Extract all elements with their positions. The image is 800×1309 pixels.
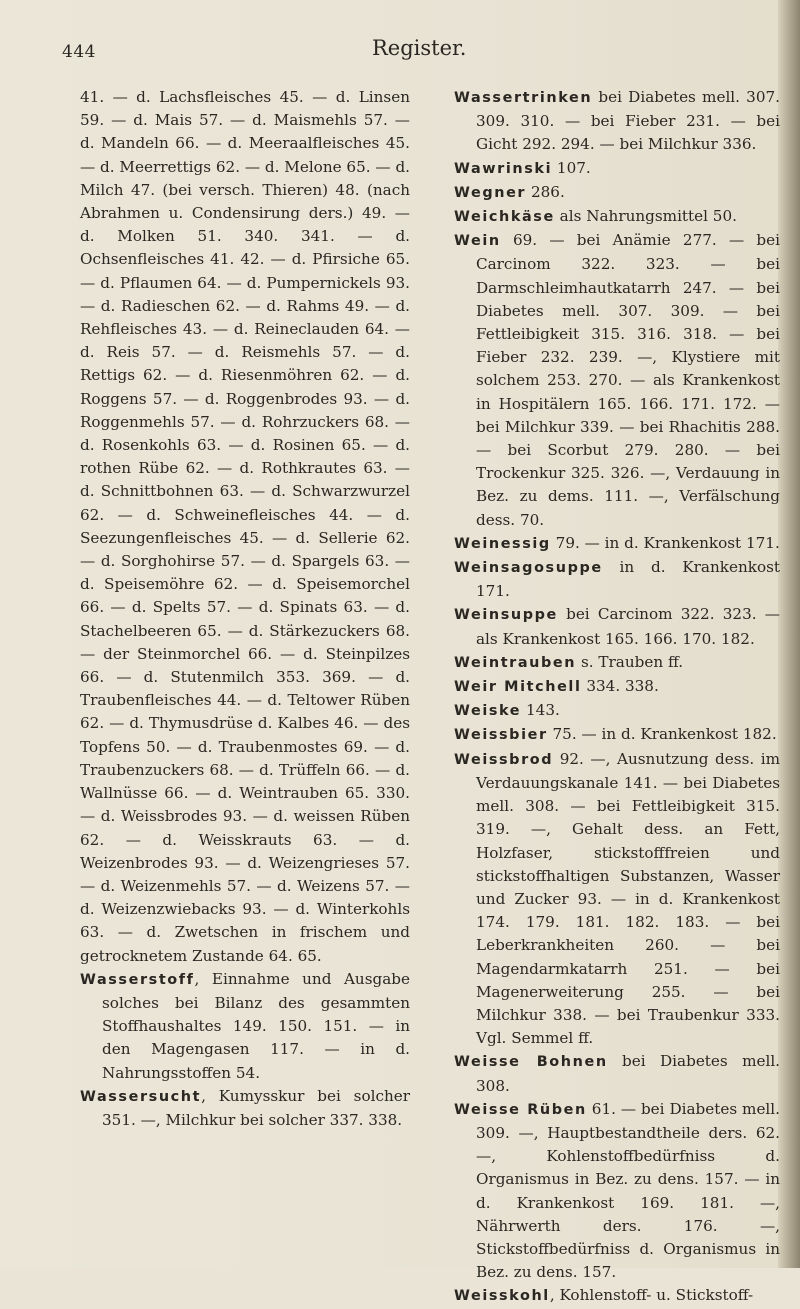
index-references: , Kumysskur bei solcher 351. —, Milchkur bei solcher 337. 338. [102,1086,410,1129]
index-entry [454,699,780,723]
index-references: 75. — in d. Krankenkost 182. [547,725,777,744]
index-entry [454,532,780,556]
index-lemma: Weisse Bohnen [454,1054,608,1071]
index-entry [454,651,780,675]
index-references: 92. —, Ausnutzung dess. im Verdauungskanale 141. — bei Diabetes mell. 308. — bei Fettleibigkeit 315. 319. —, Gehalt dess. an Fett, Holzfaser, stickstofffreien und stickstoffhaltigen Substanzen, Wasser und Zucker 93. — in d. Krankenkost 174. 179. 181. 182. 183. — bei Leberkrankheiten 260. — bei Magendarmkatarrh 251. — bei Magenerweiterung 255. — bei Milchkur 338. — bei Traubenkur 333. Vgl. Semmel ff. [476,749,780,1048]
index-entry [454,181,780,205]
index-references: 41. — d. Lachsfleisches 45. — d. Linsen 59. — d. Mais 57. — d. Maismehls 57. — d. Mandeln 66. — d. Meeraalfleisches 45. — d. Meerrettigs 62. — d. Melone 65. — d. Milch 47. (bei versch. Thieren) 48. (nach Abrahmen u. Condensirung ders.) 49. — d. Molken 51. 340. 341. — d. Ochsenfleisches 41. 42. — d. Pfirsiche 65. — d. Pflaumen 64. — d. Pumpernickels 93. — d. Radieschen 62. — d. Rahms 49. — d. Rehfleisches 43. — d. Reineclauden 64. — d. Reis 57. — d. Reismehls 57. — d. Rettigs 62. — d. Riesenmöhren 62. — d. Roggens 57. — d. Roggenbrodes 93. — d. Roggenmehls 57. — d. Rohrzuckers 68. — d. Rosenkohls 63. — d. Rosinen 65. — d. rothen Rübe 62. — d. Rothkrautes 63. — d. Schnittbohnen 63. — d. Schwarzwurzel 62. — d. Schweinefleisches 44. — d. Seezungenfleisches 45. — d. Sellerie 62. — d. Sorghohirse 57. — d. Spargels 63. — d. Speisemöhre 62. — d. Speisemorchel 66. — d. Spelts 57. — d. Spinats 63. — d. Stachelbeeren 65. — d. Stärkezuckers 68. — der Steinmorchel 66. — d. Steinpilzes 66. — d. Stutenmilch 353. 369. — d. Traubenfleisches 44. — d. Teltower Rüben 62. — d. Thymusdrüse d. Kalbes 46. — des Topfens 50. — d. Traubenmostes 69. — d. Traubenzuckers 68. — d. Trüffeln 66. — d. Wallnüsse 66. — d. Weintrauben 65. 330. — d. Weissbrodes 93. — d. weissen Rüben 62. — d. Weisskrauts 63. — d. Weizenbrodes 93. — d. Weizengrieses 57. — d. Weizenmehls 57. — d. Weizens 57. — d. Weizenzwiebacks 93. — d. Winterkohls 63. — d. Zwetschen in frischem und getrocknetem Zustande 64. 65. [80,88,410,965]
index-lemma: Weissbier [454,727,548,744]
index-lemma: Wassersucht [80,1088,202,1105]
index-entry [454,1284,780,1308]
index-references: , Kohlenstoff- u. Stickstoff- [549,1286,754,1305]
index-entry [454,675,780,699]
index-lemma: Wein [454,233,501,250]
index-references: , Einnahme und Ausgabe solches bei Bilanz des gesammten Stoffhaushaltes 149. 150. 151. — in den Magengasen 117. — in d. Nahrungsstoffen 54. [102,969,410,1082]
index-lemma: Wasserstoff [80,971,195,988]
index-lemma: Weinessig [454,535,551,552]
index-references: 286. [526,182,565,201]
index-lemma: Weir Mitchell [454,679,582,696]
index-entry [454,723,780,747]
index-entry [454,157,780,181]
index-lemma: Weinsagosuppe [454,560,603,577]
index-lemma: Wassertrinken [454,90,593,106]
index-lemma: Wegner [454,184,527,201]
index-entry [454,748,780,1051]
index-references: als Nahrungsmittel 50. [554,207,737,226]
index-references: 79. — in d. Krankenkost 171. [550,533,780,552]
index-lemma: Wawrinski [454,160,553,177]
index-lemma: Weinsuppe [454,607,558,624]
right-column [454,86,780,1309]
index-references: 107. [552,158,591,177]
index-lemma: Weissbrod [454,751,554,768]
index-entry [454,1098,780,1285]
index-lemma: Weisskohl [454,1288,550,1305]
index-entry [454,1050,780,1097]
index-entry [80,968,410,1085]
index-lemma: Weisse Rüben [454,1101,587,1118]
running-title: Register. [372,36,467,60]
index-references: 334. 338. [581,677,659,696]
index-entry [454,556,780,603]
left-column [80,86,410,1132]
index-references: bei Diabetes mell. 308. [476,1052,781,1095]
index-entry [454,229,780,532]
index-references: bei Diabetes mell. 307. 309. 310. — bei Fieber 231. — bei Gicht 292. 294. — bei Milchkur 336. [476,88,780,154]
index-references: bei Carcinom 322. 323. — als Krankenkost 165. 166. 170. 182. [476,605,780,648]
index-references: s. Trauben ff. [576,652,684,671]
index-entry [80,86,410,968]
index-entry [454,86,780,157]
index-references: 69. — bei Anämie 277. — bei Carcinom 322. 323. — bei Darmschleimhautkatarrh 247. — bei Diabetes mell. 307. 309. — bei Fettleibigkeit 315. 316. 318. — bei Fieber 232. 239. —, Klystiere mit solchem 253. 270. — als Krankenkost in Hospitälern 165. 166. 171. 172. — bei Milchkur 339. — bei Rhachitis 288. — bei Scorbut 279. 280. — bei Trockenkur 325. 326. —, Verdauung in Bez. zu dems. 111. —, Verfälschung dess. 70. [476,231,780,529]
index-references: 61. — bei Diabetes mell. 309. —, Hauptbestandtheile ders. 62. —, Kohlenstoffbedürfniss d. Organismus in Bez. zu dens. 157. — in d. Krankenkost 169. 181. —, Nährwerth ders. 176. —, Stickstoffbedürfniss d. Organismus in Bez. zu dens. 157. [476,1099,780,1282]
page-edge-shadow [778,0,800,1268]
index-references: in d. Krankenkost 171. [476,558,780,601]
index-lemma: Weichkäse [454,209,555,226]
index-lemma: Weintrauben [454,654,577,671]
index-references: 143. [521,701,560,720]
index-lemma: Weiske [454,703,522,720]
page-number: 444 [62,42,96,62]
index-entry [454,603,780,650]
index-entry [454,205,780,229]
index-entry [80,1085,410,1132]
